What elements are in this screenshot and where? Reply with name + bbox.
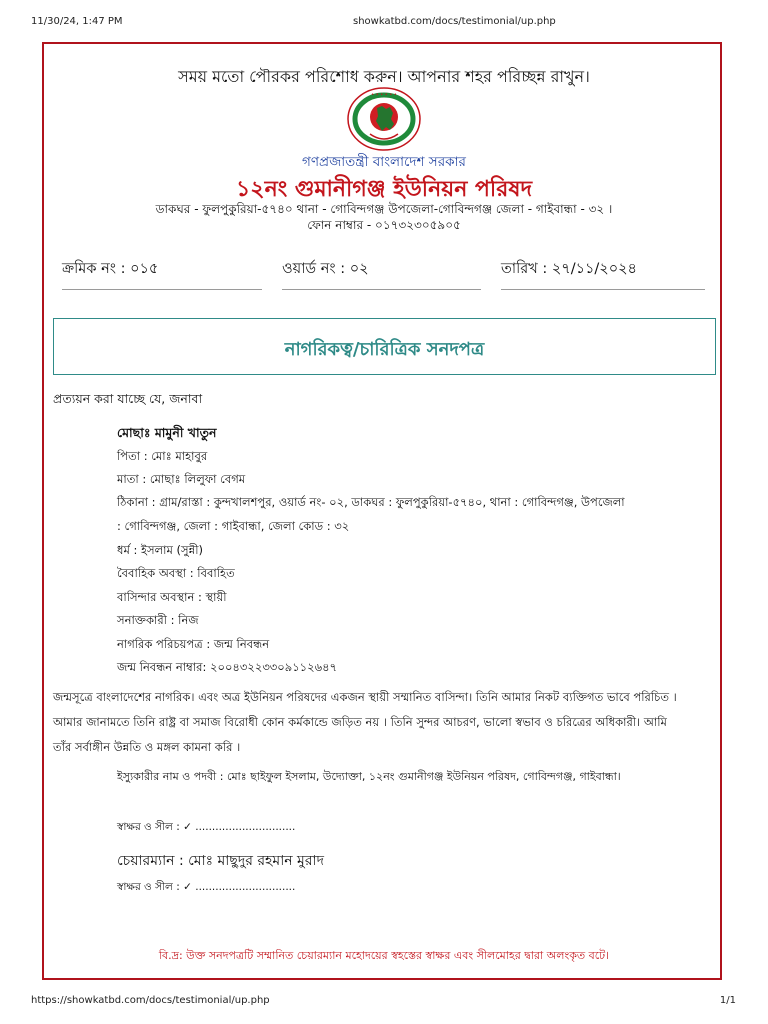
address-line-1: ঠিকানা : গ্রাম/রাস্তা : কুন্দখালশপুর, ওয়ার্ড নং- ০২, ডাকঘর : ফুলপুকুরিয়া-৫৭৪০, থানা : গোবিন্দগঞ্জ, উপজেলা: [117, 495, 625, 509]
print-page-count: 1/1: [719, 995, 736, 1006]
government-seal-icon: [346, 86, 422, 152]
applicant-name: মোছাঃ মামুনী খাতুন: [117, 425, 217, 440]
mother-name: মাতা : মোছাঃ লিলুফা বেগম: [117, 472, 246, 486]
residency-status: বাসিন্দার অবস্থান : স্থায়ী: [117, 590, 227, 604]
certificate-title-box: [53, 318, 716, 375]
date-underline: [501, 289, 705, 290]
footnote: বি.দ্র: উক্ত সনদপত্রটি সম্মানিত চেয়ারম্যান মহোদয়ের স্বহস্তের স্বাক্ষর এবং সীলমোহর দ্বারা অলংকৃত বটে।: [158, 949, 610, 962]
union-address: ডাকঘর - ফুলপুকুরিয়া-৫৭৪০ থানা - গোবিন্দগঞ্জ উপজেলা-গোবিন্দগঞ্জ জেলা - গাইবান্ধা - ৩২ ।: [155, 202, 613, 216]
ward-number: ওয়ার্ড নং : ০২: [282, 261, 369, 277]
chairman-name: চেয়ারম্যান : মোঃ মাছুদুর রহমান মুরাদ: [117, 853, 324, 869]
government-name: গণপ্রজাতন্ত্রী বাংলাদেশ সরকার: [302, 154, 466, 170]
serial-number: ক্রমিক নং : ০১৫: [62, 261, 159, 277]
union-name: ১২নং গুমানীগঞ্জ ইউনিয়ন পরিষদ: [235, 177, 533, 202]
intro-text: প্রত্যয়ন করা যাচ্ছে যে, জনাবা: [53, 391, 203, 406]
certificate-title: নাগরিকত্ব/চারিত্রিক সনদপত্র: [284, 339, 485, 360]
paragraph-line: জন্মসূত্রে বাংলাদেশের নাগরিক। এবং অত্র ইউনিয়ন পরিষদের একজন স্থায়ী সম্মানিত বাসিন্দা। তিনি আমার নিকট ব্যক্তিগত ভাবে পরিচিত ।: [53, 690, 677, 704]
paragraph-line: তাঁর সর্বাঙ্গীন উন্নতি ও মঙ্গল কামনা করি ।: [53, 740, 241, 754]
marital-status: বৈবাহিক অবস্থা : বিবাহিত: [117, 566, 235, 580]
paragraph-line: আমার জানামতে তিনি রাষ্ট্র বা সমাজ বিরোধী কোন কর্মকান্ডে জড়িত নয় । তিনি সুন্দর আচরণ, ভালো স্বভাব ও চরিত্রের অধিকারী। আমি: [53, 715, 667, 729]
svg-text:• • • • • •: • • • • • •: [371, 92, 397, 98]
print-footer-url: https://showkatbd.com/docs/testimonial/up.php: [31, 995, 270, 1006]
issuer-info: ইস্যুকারীর নাম ও পদবী : মোঃ ছাইফুল ইসলাম, উদ্যোক্তা, ১২নং গুমানীগঞ্জ ইউনিয়ন পরিষদ, গোবিন্দগঞ্জ, গাইবান্ধা।: [117, 770, 621, 783]
serial-underline: [62, 289, 262, 290]
birth-registration-number: জন্ম নিবন্ধন নাম্বার: ২০০৪৩২২৩৩০৯১১২৬৪৭: [117, 660, 338, 674]
ward-underline: [282, 289, 481, 290]
religion: ধর্ম : ইসলাম (সুন্নী): [117, 543, 203, 557]
father-name: পিতা : মোঃ মাহাবুর: [117, 449, 208, 463]
issue-date: তারিখ : ২৭/১১/২০২৪: [501, 261, 637, 277]
identifier: সনাক্তকারী : নিজ: [117, 613, 199, 627]
print-header-url: showkatbd.com/docs/testimonial/up.php: [353, 16, 556, 27]
citizen-id-type: নাগরিক পরিচয়পত্র : জন্ম নিবন্ধন: [117, 637, 270, 651]
slogan: সময় মতো পৌরকর পরিশোধ করুন। আপনার শহর পরিচ্ছন্ন রাখুন।: [178, 67, 590, 86]
union-phone: ফোন নাম্বার - ০১৭৩২৩০৫৯০৫: [307, 218, 461, 232]
signature-line-issuer: স্বাক্ষর ও সীল : ✓ ..............................: [117, 821, 296, 833]
signature-line-chairman: স্বাক্ষর ও সীল : ✓ ..............................: [117, 881, 296, 893]
print-datetime: 11/30/24, 1:47 PM: [31, 16, 123, 27]
address-line-2: : গোবিন্দগঞ্জ, জেলা : গাইবান্ধা, জেলা কোড : ৩২: [117, 519, 350, 533]
